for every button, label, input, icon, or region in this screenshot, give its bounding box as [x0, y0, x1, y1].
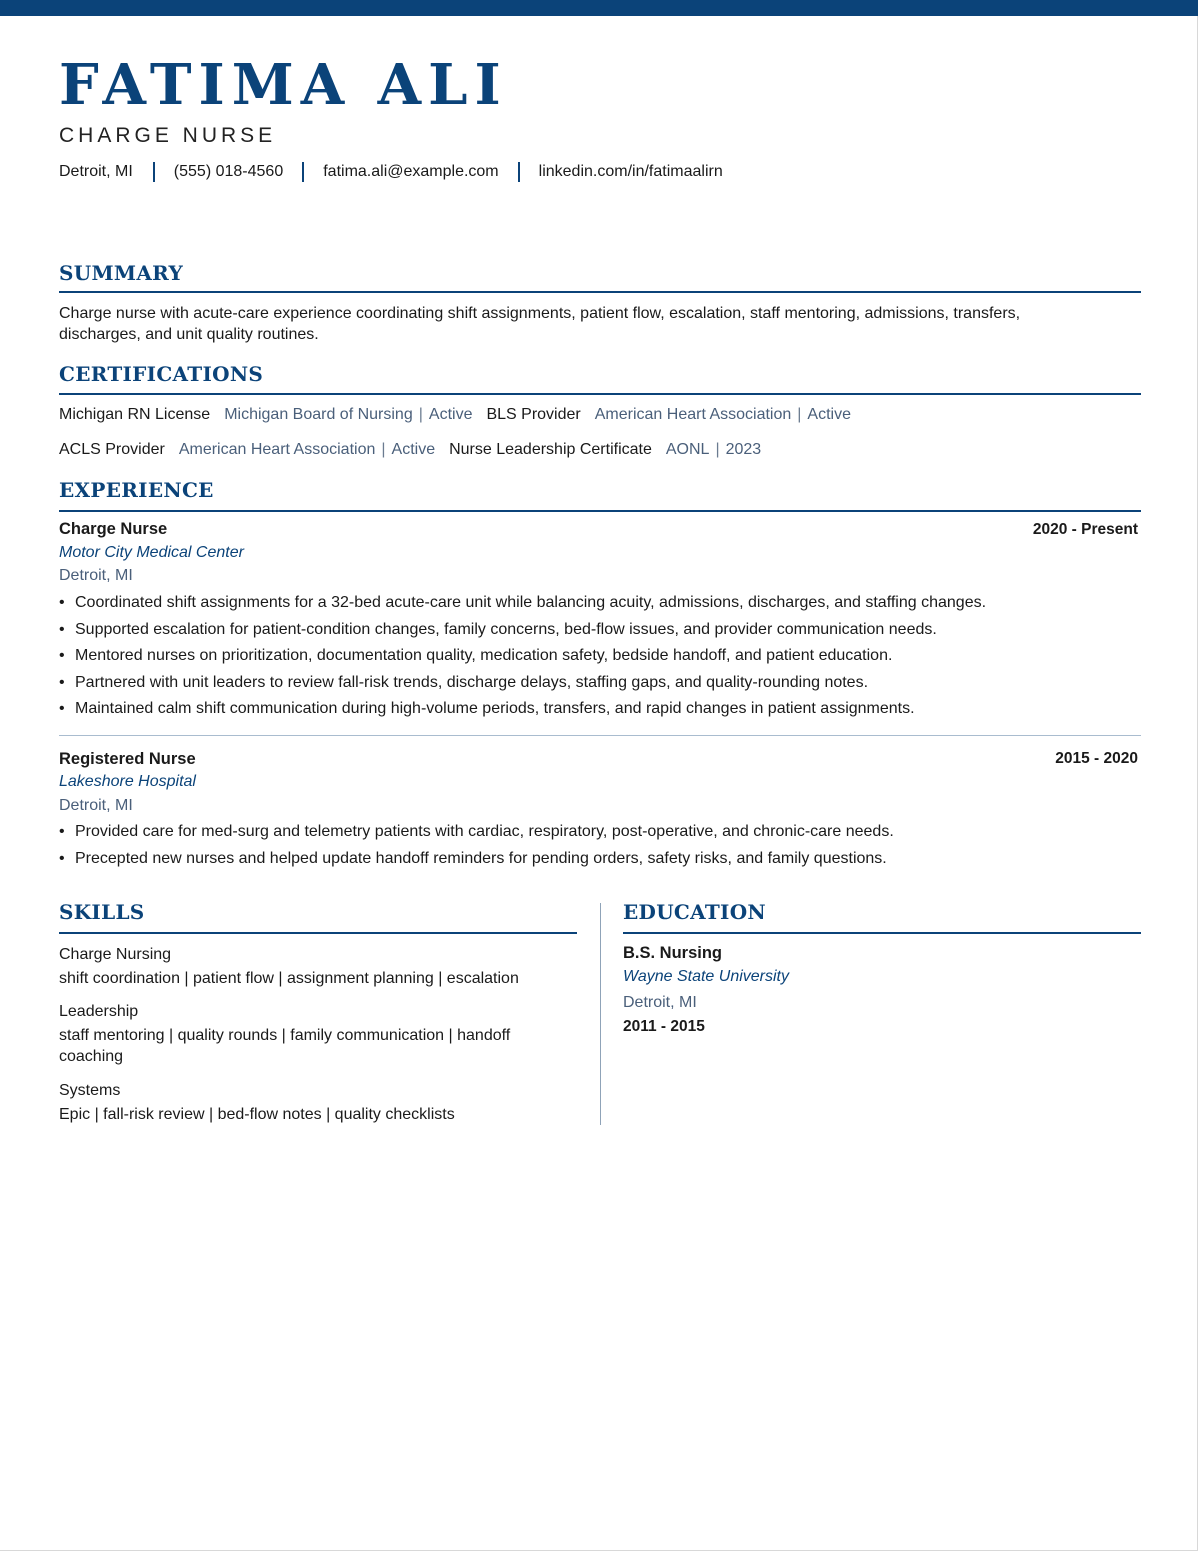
- job-dates: 2020 - Present: [1032, 521, 1138, 538]
- job-bullets: [59, 593, 1149, 726]
- contact-location: Detroit, MI: [59, 163, 133, 180]
- job-bullet: • Mentored nurses on prioritization, documentation quality, medication safety, bedside handoff, and patient education.: [59, 646, 1149, 673]
- job-organization: Motor City Medical Center: [59, 544, 244, 561]
- education-school: Wayne State University: [623, 968, 789, 985]
- certification-name: Michigan RN License: [59, 406, 211, 423]
- certification-issuer: AONL: [665, 441, 710, 458]
- skill-items: staff mentoring | quality rounds | family communication | handoff coaching: [59, 1027, 511, 1065]
- contact-divider: [153, 162, 155, 182]
- certification-name: ACLS Provider: [59, 441, 165, 458]
- certification-row: [59, 439, 775, 461]
- certification-issuer: American Heart Association: [594, 406, 792, 423]
- certification-name: BLS Provider: [486, 406, 581, 423]
- job-bullet: • Coordinated shift assignments for a 32-bed acute-care unit while balancing acuity, admissions, discharges, and staffing changes.: [59, 593, 1149, 620]
- job-bullet: • Maintained calm shift communication during high-volume periods, transfers, and rapid changes in patient assignments.: [59, 699, 1149, 726]
- certification-meta: [224, 406, 472, 424]
- meta-separator: |: [381, 441, 386, 458]
- job-divider: [59, 735, 1141, 736]
- summary-heading: SUMMARY: [59, 261, 184, 285]
- certifications-rule: [59, 393, 1141, 395]
- contact-email[interactable]: fatima.ali@example.com: [323, 163, 499, 180]
- job-bullet: • Provided care for med-surg and telemetry patients with cardiac, respiratory, post-operative, and chronic-care needs.: [59, 822, 1149, 849]
- job-bullet: • Supported escalation for patient-condition changes, family concerns, bed-flow issues, and provider communication needs.: [59, 620, 1149, 647]
- skills-heading: SKILLS: [59, 900, 145, 924]
- education-rule: [623, 932, 1141, 934]
- education-location: Detroit, MI: [623, 994, 697, 1011]
- skill-items: Epic | fall-risk review | bed-flow notes | quality checklists: [59, 1106, 455, 1123]
- experience-heading: EXPERIENCE: [59, 478, 214, 502]
- certification-status: Active: [807, 406, 851, 423]
- certification-meta: [666, 441, 761, 459]
- job-dates: 2015 - 2020: [1055, 750, 1138, 767]
- header-accent-bar: [0, 0, 1198, 16]
- certification-status: Active: [428, 406, 473, 423]
- job-bullet: • Partnered with unit leaders to review fall-risk trends, discharge delays, staffing gaps, and quality-rounding notes.: [59, 673, 1149, 700]
- contact-divider: [518, 162, 520, 182]
- education-heading: EDUCATION: [623, 900, 767, 924]
- meta-separator: |: [715, 441, 720, 458]
- skill-category: Charge Nursing: [59, 946, 172, 963]
- skills-rule: [59, 932, 577, 934]
- contact-divider: [302, 162, 304, 182]
- job-bullets: [59, 822, 1149, 875]
- skill-category: Leadership: [59, 1003, 139, 1020]
- summary-rule: [59, 291, 1141, 293]
- certification-meta: [179, 441, 435, 459]
- job-title: Registered Nurse: [59, 750, 196, 768]
- experience-rule: [59, 510, 1141, 512]
- certification-name: Nurse Leadership Certificate: [449, 441, 652, 458]
- certification-status: Active: [391, 441, 436, 458]
- certification-issuer: American Heart Association: [178, 441, 376, 458]
- job-title: Charge Nurse: [59, 520, 168, 538]
- certification-meta: [595, 406, 851, 424]
- contact-phone: (555) 018-4560: [173, 163, 284, 180]
- certification-status: 2023: [725, 441, 762, 458]
- job-organization: Lakeshore Hospital: [59, 773, 196, 790]
- meta-separator: |: [418, 406, 423, 423]
- education-dates: 2011 - 2015: [623, 1018, 705, 1035]
- contact-linkedin[interactable]: linkedin.com/in/fatimaalirn: [538, 163, 723, 180]
- job-location: Detroit, MI: [59, 797, 133, 814]
- summary-text: Charge nurse with acute-care experience coordinating shift assignments, patient flow, escalation, staff mentoring, admissions, transfers, discharges, and unit quality routines.: [59, 305, 1021, 343]
- column-divider: [600, 903, 601, 1125]
- certification-issuer: Michigan Board of Nursing: [224, 406, 413, 423]
- skill-items: shift coordination | patient flow | assignment planning | escalation: [59, 970, 519, 987]
- education-degree: B.S. Nursing: [623, 944, 723, 962]
- skill-category: Systems: [59, 1082, 121, 1099]
- contact-line: [59, 160, 723, 184]
- job-location: Detroit, MI: [59, 567, 133, 584]
- candidate-title: CHARGE NURSE: [59, 124, 277, 147]
- job-bullet: • Precepted new nurses and helped update handoff reminders for pending orders, safety risks, and family questions.: [59, 849, 1149, 876]
- certification-row: [59, 404, 865, 426]
- candidate-name: FATIMA ALI: [59, 52, 508, 118]
- meta-separator: |: [797, 406, 802, 423]
- certifications-heading: CERTIFICATIONS: [59, 362, 264, 386]
